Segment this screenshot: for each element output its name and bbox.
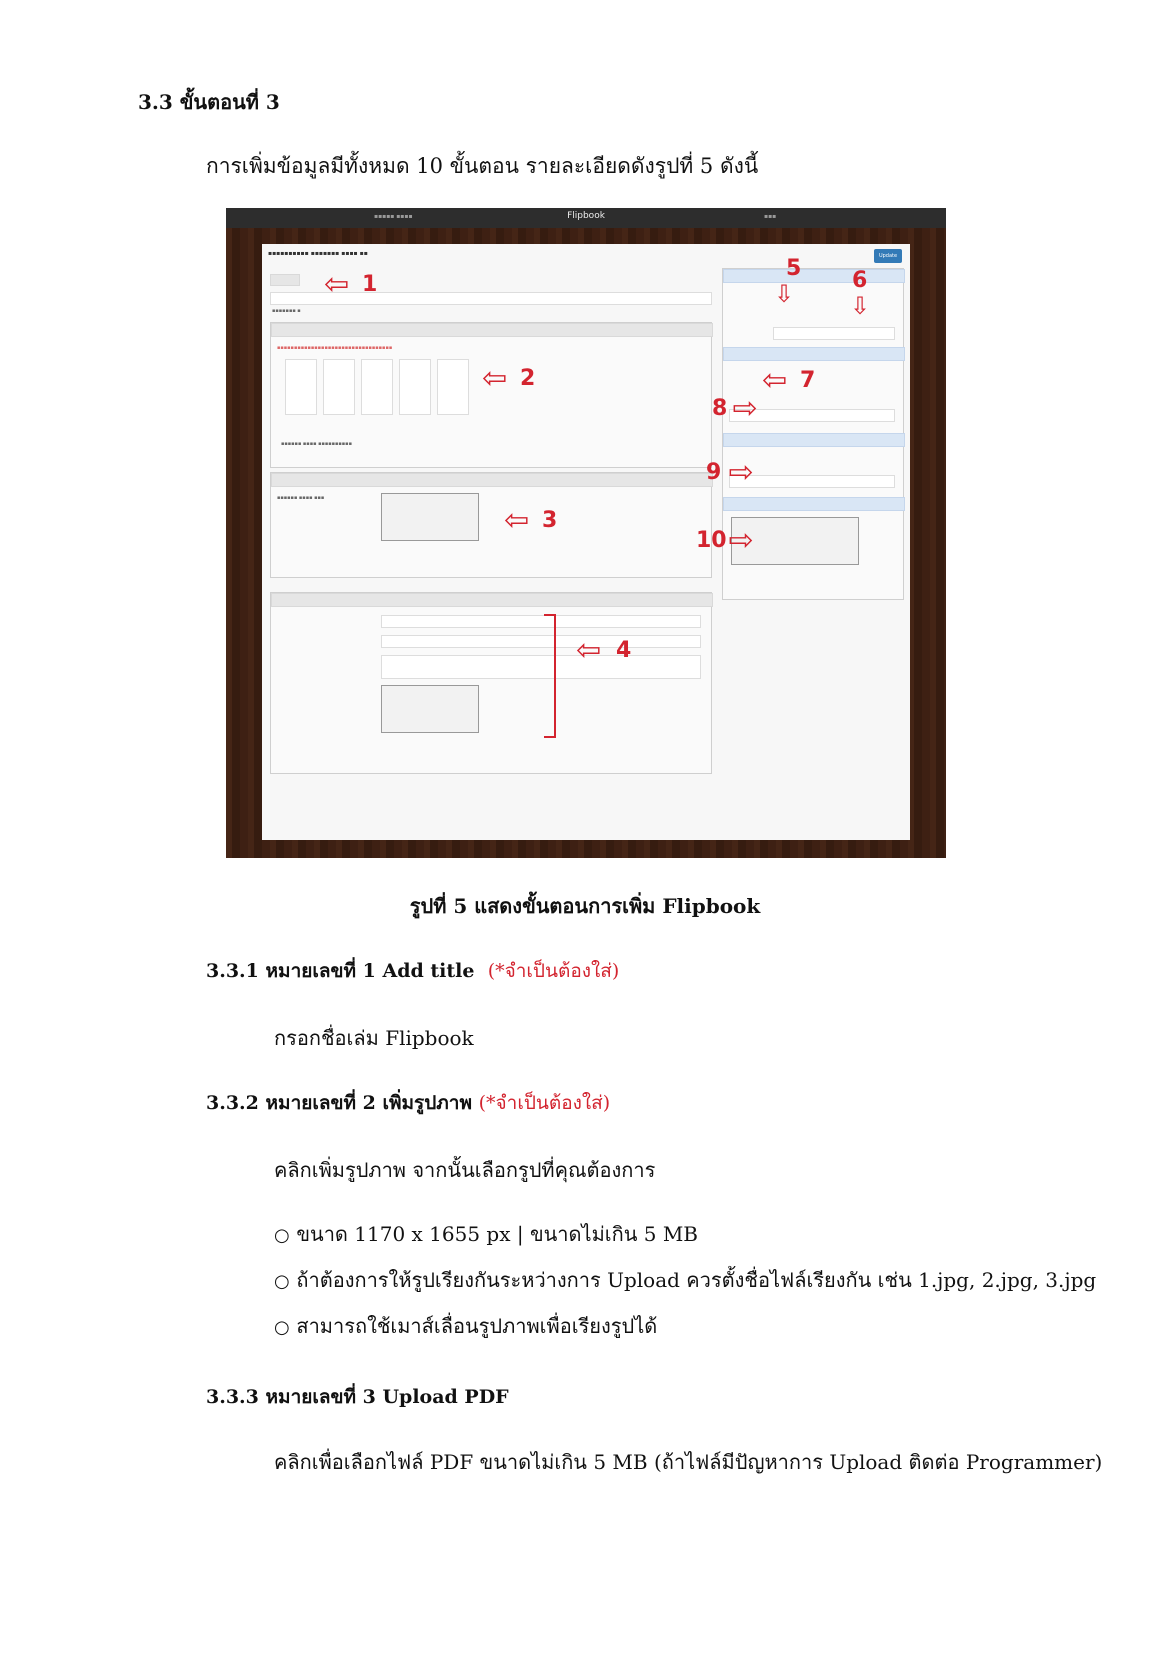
intro-text: การเพิ่มข้อมูลมีทั้งหมด 10 ขั้นตอน รายละเอียดดังรูปที่ 5 ดังนี้ xyxy=(206,154,759,178)
image-slot[interactable] xyxy=(361,359,393,415)
bullet-text: สามารถใช้เมาส์เลื่อนรูปภาพเพื่อเรียงรูปได้ xyxy=(296,1314,658,1338)
required-note: (*จำเป็นต้องใส่) xyxy=(478,1092,611,1114)
app-topbar xyxy=(226,208,946,228)
background-header xyxy=(723,497,905,511)
callout-arrow-icon: ⇦ xyxy=(482,361,508,396)
subsection-body-1: กรอกชื่อเล่ม Flipbook xyxy=(274,1026,474,1050)
callout-number: 9 xyxy=(706,460,722,485)
callout-number: 7 xyxy=(800,368,816,393)
permalink-header xyxy=(723,433,905,447)
social-image-drop-area[interactable] xyxy=(381,685,479,733)
bullet-item xyxy=(274,1264,1096,1296)
subsection-number: 3.3.1 xyxy=(206,960,259,982)
callout-number: 2 xyxy=(520,366,536,391)
url-slug-field[interactable] xyxy=(729,475,895,488)
seo-box xyxy=(270,592,712,774)
status-header xyxy=(723,269,905,283)
subsection-body-2: คลิกเพิ่มรูปภาพ จากนั้นเลือกรูปที่คุณต้องการ xyxy=(274,1158,656,1182)
callout-arrow-down-icon: ⇩ xyxy=(774,280,795,308)
callout-arrow-icon: ⇦ xyxy=(728,455,754,490)
callout-arrow-icon: ⇦ xyxy=(728,523,754,558)
callout-number: 8 xyxy=(712,396,728,421)
image-slot[interactable] xyxy=(285,359,317,415)
callout-arrow-icon: ⇦ xyxy=(762,363,788,398)
bullet-circle-icon: ○ xyxy=(274,1317,290,1338)
bullet-text: ขนาด 1170 x 1655 px | ขนาดไม่เกิน 5 MB xyxy=(296,1222,698,1246)
callout-arrow-icon: ⇦ xyxy=(732,391,758,426)
seo-title-field[interactable] xyxy=(381,615,701,628)
callout-arrow-down-icon: ⇩ xyxy=(850,292,871,320)
upload-images-header xyxy=(271,323,713,337)
bullet-text: ถ้าต้องการให้รูปเรียงกันระหว่างการ Upload ควรตั้งชื่อไฟล์เรียงกัน เช่น 1.jpg, 2.jpg, 3.jpg xyxy=(296,1268,1097,1292)
bullet-item xyxy=(274,1218,698,1250)
callout-arrow-icon: ⇦ xyxy=(324,267,350,302)
callout-number: 10 xyxy=(696,528,727,553)
publish-date-field[interactable] xyxy=(773,327,895,340)
form-title: ▪▪▪▪▪▪▪▪▪▪ ▪▪▪▪▪▪▪ ▪▪▪▪ ▪▪ xyxy=(268,250,368,257)
upload-pdf-box xyxy=(270,472,712,578)
callout-number: 1 xyxy=(362,272,378,297)
callout-number: 4 xyxy=(616,638,632,663)
bullet-circle-icon: ○ xyxy=(274,1225,290,1246)
figure-caption: รูปที่ 5 แสดงขั้นตอนการเพิ่ม Flipbook xyxy=(409,894,761,918)
subsection-heading-3 xyxy=(206,1382,509,1412)
callout-number: 5 xyxy=(786,256,802,281)
image-slot[interactable] xyxy=(323,359,355,415)
callout-number: 6 xyxy=(852,268,868,293)
seo-header xyxy=(271,593,713,607)
pdf-drop-area[interactable] xyxy=(381,493,479,541)
subsection-title: หมายเลขที่ 1 Add title xyxy=(265,960,475,982)
subsection-heading-2 xyxy=(206,1088,610,1118)
subsection-heading-1 xyxy=(206,956,619,986)
subsection-number: 3.3.3 xyxy=(206,1386,259,1408)
subsection-title: หมายเลขที่ 3 Upload PDF xyxy=(265,1386,509,1408)
callout-bracket xyxy=(544,614,556,738)
seo-description-field[interactable] xyxy=(381,655,701,679)
subsection-body-3: คลิกเพื่อเลือกไฟล์ PDF ขนาดไม่เกิน 5 MB (ถ้าไฟล์มีปัญหาการ Upload ติดต่อ Programmer) xyxy=(274,1450,1103,1474)
topbar-logout-link: ▪▪▪ xyxy=(764,213,777,220)
subsection-number: 3.3.2 xyxy=(206,1092,259,1114)
image-slot[interactable] xyxy=(399,359,431,415)
seo-keywords-field[interactable] xyxy=(381,635,701,648)
topbar-nav-links: ▪▪▪▪▪ ▪▪▪▪ xyxy=(374,213,413,220)
callout-number: 3 xyxy=(542,508,558,533)
language-header xyxy=(723,347,905,361)
bullet-item xyxy=(274,1310,657,1342)
section-heading: 3.3 ขั้นตอนที่ 3 xyxy=(138,90,280,114)
image-slot[interactable] xyxy=(437,359,469,415)
tab-thai[interactable] xyxy=(270,274,300,286)
subsection-title: หมายเลขที่ 2 เพิ่มรูปภาพ xyxy=(265,1092,472,1114)
bullet-circle-icon: ○ xyxy=(274,1271,290,1292)
permalink-hint: ▪▪▪▪▪▪▪ ▪ xyxy=(272,308,301,314)
upload-images-note: ▪▪▪▪▪▪▪▪▪▪▪▪▪▪▪▪▪▪▪▪▪▪▪▪▪▪▪▪▪▪▪▪▪▪ xyxy=(277,345,393,351)
update-button[interactable]: Update xyxy=(874,249,902,263)
form-panel xyxy=(262,244,910,840)
upload-pdf-label: ▪▪▪▪▪▪ ▪▪▪▪ ▪▪▪ xyxy=(277,495,325,501)
app-title: Flipbook xyxy=(567,211,605,221)
callout-arrow-icon: ⇦ xyxy=(576,633,602,668)
required-note: (*จำเป็นต้องใส่) xyxy=(487,960,620,982)
figure-screenshot xyxy=(226,208,946,858)
upload-dimension-note: ▪▪▪▪▪▪ ▪▪▪▪ ▪▪▪▪▪▪▪▪▪▪ xyxy=(281,441,352,447)
upload-pdf-header xyxy=(271,473,713,487)
callout-arrow-icon: ⇦ xyxy=(504,503,530,538)
